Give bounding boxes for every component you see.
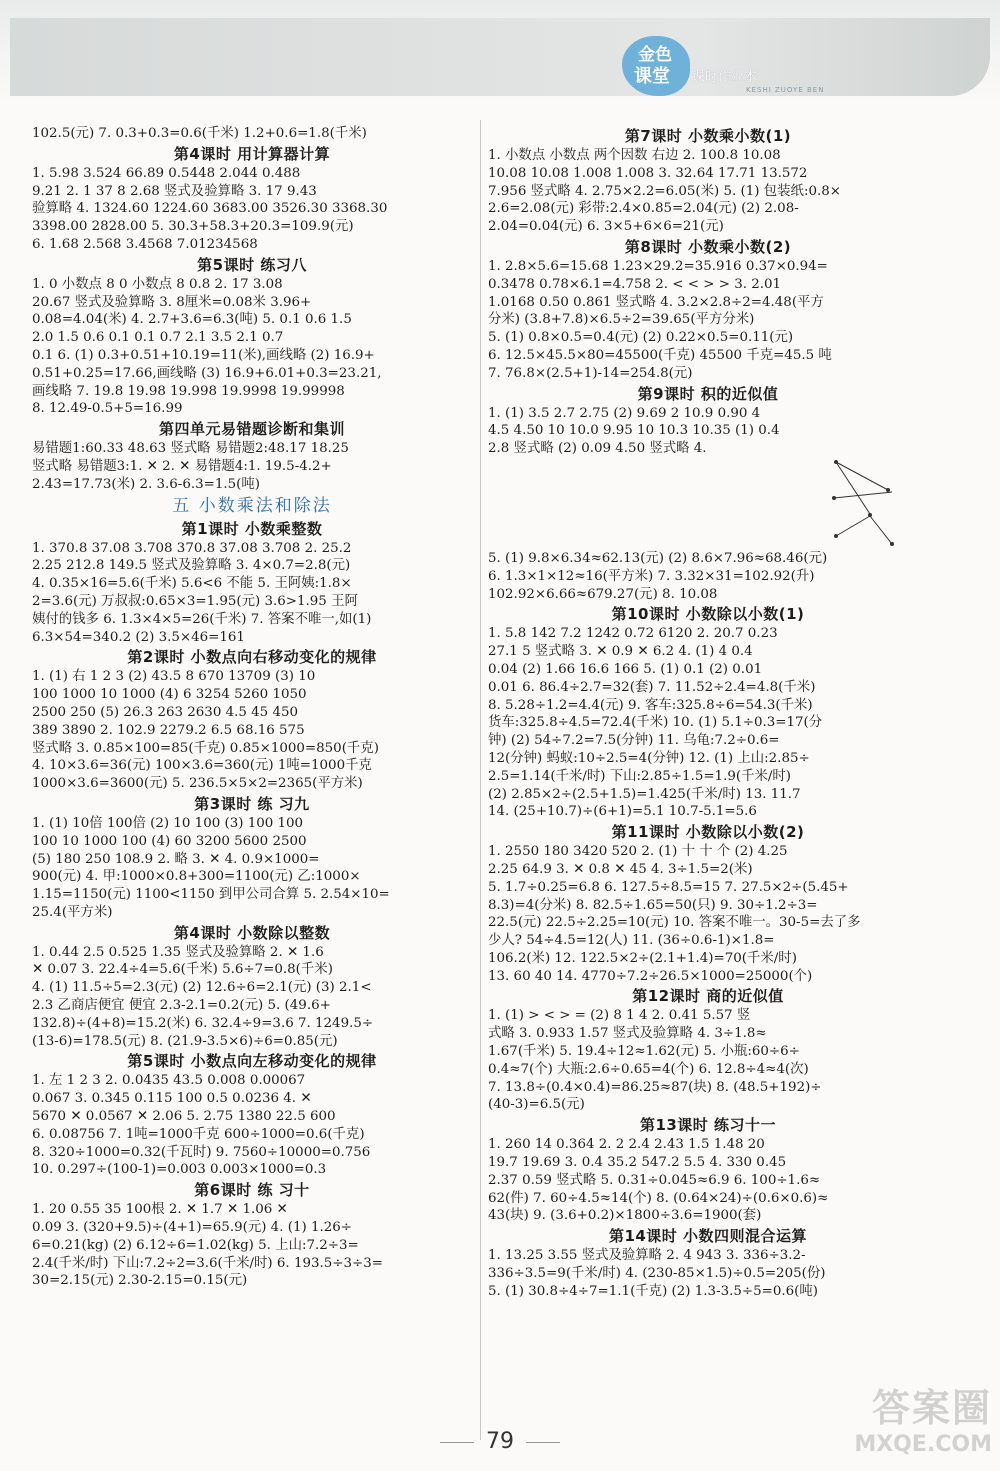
answer-line: 2.6=2.08(元) 彩带:2.4×0.85=2.04(元) (2) 2.08- <box>488 201 799 217</box>
answer-line: 10. 0.297÷(100-1)=0.003 0.003×1000=0.3 <box>32 1162 327 1178</box>
answer-line: 25.4(平方米) <box>32 904 113 920</box>
answer-line: 1. 0 小数点 8 0 小数点 8 0.8 2. 17 3.08 <box>32 276 283 292</box>
answer-line: 100 10 1000 100 (4) 60 3200 5600 2500 <box>32 833 307 849</box>
right-answer-column <box>488 125 928 1301</box>
answer-line: 3398.00 2828.00 5. 30.3+58.3+20.3=109.9(元) <box>32 219 354 235</box>
lesson-heading: 第四单元易错题诊断和集训 <box>158 420 345 439</box>
answer-line: 5. (1) 30.8÷4÷7=1.1(千克) (2) 1.3-3.5÷5=0.6(吨) <box>488 1283 818 1299</box>
answer-line: 1. 20 0.55 35 100根 2. ✕ 1.7 ✕ 1.06 ✕ <box>32 1202 288 1218</box>
answer-line: 62(件) 7. 60÷4.5≈14(个) 8. (0.64×24)÷(0.6×0.6)≈ <box>488 1190 829 1206</box>
answer-line: 5670 ✕ 0.0567 ✕ 2.06 5. 2.75 1380 22.5 600 <box>32 1109 336 1125</box>
answer-line: 43(块) 9. (3.6+0.2)×1800÷3.6=1900(套) <box>488 1208 762 1224</box>
answer-line: 7.956 竖式略 4. 2.75×2.2=6.05(米) 5. (1) 包装纸:0.8× <box>488 183 841 199</box>
answer-line: 6. 1.3×1×12≈16(平方米) 7. 3.32×31=102.92(升) <box>488 568 815 584</box>
watermark-title: 答案圈 <box>871 1386 992 1430</box>
watermark <box>792 1377 992 1467</box>
answer-line: 1. (1) 右 1 2 3 (2) 43.5 8 670 13709 (3) 10 <box>32 669 316 685</box>
watermark-url: MXQE.COM <box>854 1432 992 1457</box>
answer-line: 2.8 竖式略 (2) 0.09 4.50 竖式略 4. <box>488 441 707 457</box>
answer-line: 货车:325.8÷4.5=72.4(千米) 10. (1) 5.1÷0.3=17(分 <box>488 715 823 731</box>
answer-line: 6. 12.5×45.5×80=45500(千克) 45500 千克=45.5 吨 <box>488 347 832 363</box>
answer-line: 1. 370.8 37.08 3.708 370.8 37.08 3.708 2. 25.2 <box>32 540 352 556</box>
lesson-heading: 第8课时 小数乘小数(2) <box>624 237 792 256</box>
answer-line: 2.0 1.5 0.6 0.1 0.1 0.7 2.1 3.5 2.1 0.7 <box>32 330 284 346</box>
answer-line: (2) 2.85×2÷(2.5+1.5)=1.425(千米/时) 13. 11.7 <box>488 786 801 802</box>
answer-line: 4. (1) 11.5÷5=2.3(元) (2) 12.6÷6=2.1(元) (3) 2.1< <box>32 980 372 996</box>
answer-line: 132.8)÷(4+8)=15.2(米) 6. 32.4÷9=3.6 7. 1249.5÷ <box>32 1015 374 1031</box>
page-number-value: 79 <box>486 1429 514 1454</box>
answer-line: 102.5(元) 7. 0.3+0.3=0.6(千米) 1.2+0.6=1.8(千米) <box>32 126 367 141</box>
lesson-heading: 第14课时 小数四则混合运算 <box>608 1227 808 1246</box>
lesson-heading: 第6课时 练 习十 <box>194 1181 310 1200</box>
answer-line: 1. 2.8×5.6=15.68 1.23×29.2=35.916 0.37×0.94= <box>488 258 828 274</box>
answer-line: 8. 12.49-0.5+5=16.99 <box>32 401 183 417</box>
answer-line: 0.1 6. (1) 0.3+0.51+10.19=11(米),画线略 (2) 16.9+ <box>32 347 375 363</box>
answer-line: 1. 0.44 2.5 0.525 1.35 竖式及验算略 2. ✕ 1.6 <box>32 944 324 960</box>
answer-line: 1. 左 1 2 3 2. 0.0435 43.5 0.008 0.00067 <box>32 1073 306 1089</box>
lesson-heading: 第13课时 练习十一 <box>639 1116 777 1135</box>
lesson-heading: 第11课时 小数除以小数(2) <box>611 823 805 842</box>
answer-line: 20.67 竖式及验算略 3. 8厘米=0.08米 3.96+ <box>32 294 312 310</box>
answer-line: 0.3478 0.78×6.1=4.758 2. < < > > 3. 2.01 <box>488 276 782 292</box>
lesson-heading: 第1课时 小数乘整数 <box>181 519 323 538</box>
lesson-heading: 第5课时 练习八 <box>197 255 307 274</box>
answer-line: 1.67(千米) 5. 19.4÷12≈1.62(元) 5. 小瓶:60÷6÷ <box>488 1044 800 1060</box>
answer-line: 4.5 4.50 10 10.0 9.95 10 10.3 10.35 (1) 0.4 <box>488 423 780 439</box>
answer-line: 102.92×6.66≈679.27(元) 8. 10.08 <box>488 586 718 602</box>
answer-line: 5. (1) 9.8×6.34≈62.13(元) (2) 8.6×7.96≈68.46(元) <box>488 550 828 566</box>
answer-line: 2.04=0.04(元) 6. 3×5+6×6=21(元) <box>488 219 724 235</box>
answer-line: 8. 5.28÷1.2=4.4(元) 9. 客车:325.8÷6=54.3(千米) <box>488 697 813 713</box>
answer-line: 0.4≈7(个) 大瓶:2.6÷0.65=4(个) 6. 12.8÷4≈4(次) <box>488 1061 809 1077</box>
answer-line: 1. 小数点 小数点 两个因数 右边 2. 100.8 10.08 <box>488 148 781 163</box>
lesson-heading: 第12课时 商的近似值 <box>632 987 784 1006</box>
answer-line: ✕ 0.07 3. 22.4÷4=5.6(千米) 5.6÷7=0.8(千米) <box>32 962 333 978</box>
page-number-dash-right <box>526 1442 560 1443</box>
answer-line: 1. (1) > < > = (2) 8 1 4 2. 0.41 5.57 竖 <box>488 1008 751 1024</box>
answer-line: 900(元) 4. 甲:1000×0.8+300=1100(元) 乙:1000× <box>32 869 361 885</box>
answer-line: 0.067 3. 0.345 0.115 100 0.5 0.0236 4. ✕ <box>32 1091 312 1107</box>
answer-line: 10.08 10.08 1.008 1.008 3. 32.64 17.71 13.572 <box>488 165 808 181</box>
answer-line: 13. 60 40 14. 4770÷7.2÷26.5×1000=25000(个) <box>488 968 813 984</box>
answer-line: 7. 76.8×(2.5+1)-14=254.8(元) <box>488 365 693 381</box>
answer-line: 2=3.6(元) 万叔叔:0.65×3=1.95(元) 3.6>1.95 王阿 <box>32 593 358 609</box>
brand-subtitle: 课时作业本 <box>692 70 758 85</box>
answer-line: 0.09 3. (320+9.5)÷(4+1)=65.9(元) 4. (1) 1.26÷ <box>32 1220 352 1236</box>
lesson-heading: 第5课时 小数点向左移动变化的规律 <box>127 1052 377 1071</box>
brand-pinyin: KESHI ZUOYE BEN <box>746 86 825 94</box>
answer-line: 14. (25+10.7)÷(6+1)=5.1 10.7-5.1=5.6 <box>488 804 757 820</box>
answer-line: 4. 10×3.6=36(元) 100×3.6=360(元) 1吨=1000千克 <box>32 758 372 774</box>
answer-line: 4. 0.35×16=5.6(千米) 5.6<6 不能 5. 王阿姨:1.8× <box>32 576 352 592</box>
answer-line: 0.04 (2) 1.66 16.6 166 5. (1) 0.1 (2) 0.01 <box>488 661 763 677</box>
answer-line: 0.08=4.04(米) 4. 2.7+3.6=6.3(吨) 5. 0.1 0.6 1.5 <box>32 312 352 328</box>
brand-ketang-text: 课堂 <box>634 66 670 87</box>
lesson-heading: 第2课时 小数点向右移动变化的规律 <box>127 648 377 667</box>
answer-line: 竖式略 3. 0.85×100=85(千克) 0.85×1000=850(千克) <box>32 740 379 756</box>
answer-line: 1. 5.98 3.524 66.89 0.5448 2.044 0.488 <box>32 165 301 181</box>
brand-gold-text: 金色 <box>638 45 672 65</box>
answer-line: 106.2(米) 12. 122.5×2÷(2.1+1.4)=70(千米/时) <box>488 950 797 966</box>
answer-line: 7. 13.8÷(0.4×0.4)=86.25≈87(块) 8. (48.5+192)÷ <box>488 1079 822 1095</box>
answer-line: 姨付的钱多 6. 1.3×4×5=26(千米) 7. 答案不唯一,如(1) <box>32 611 372 627</box>
answer-line: 1. 5.8 142 7.2 1242 0.72 6120 2. 20.7 0.23 <box>488 626 778 642</box>
answer-line: 6=0.21(kg) (2) 6.12÷6=1.02(kg) 5. 上山:7.2÷3= <box>32 1237 359 1253</box>
answer-line: 1.0168 0.50 0.861 竖式略 4. 3.2×2.8÷2=4.48(平方 <box>488 294 824 310</box>
left-answer-column <box>32 125 472 1290</box>
answer-line: (13-6)=178.5(元) 8. (21.9-3.5×6)÷6=0.85(元) <box>32 1033 338 1049</box>
answer-line: 1.15=1150(元) 1100<1150 到甲公司合算 5. 2.54×10= <box>32 887 390 903</box>
answer-line: 30=2.15(元) 2.30-2.15=0.15(元) <box>32 1273 248 1289</box>
answer-line: 1. (1) 3.5 2.7 2.75 (2) 9.69 2 10.9 0.90 4 <box>488 405 761 421</box>
answer-line: 2.4(千米/时) 下山:7.2÷2=3.6(千米/时) 6. 193.5÷3÷3= <box>32 1255 383 1271</box>
answer-line: 19.7 19.69 3. 0.4 35.2 547.2 5.5 4. 330 0.45 <box>488 1155 787 1171</box>
answer-line: 竖式略 易错题3:1. ✕ 2. ✕ 易错题4:1. 19.5-4.2+ <box>32 458 332 474</box>
answer-line: 8.3)=4(分米) 8. 82.5÷1.65=50(只) 9. 30÷1.2÷3= <box>488 897 818 913</box>
answer-line: 5. (1) 0.8×0.5=0.4(元) (2) 0.22×0.5=0.11(元) <box>488 330 794 346</box>
unit-title: 五 小数乘法和除法 <box>172 495 332 516</box>
answer-line: 2.3 乙商店便宜 便宜 2.3-2.1=0.2(元) 5. (49.6+ <box>32 998 331 1014</box>
answer-line: 验算略 4. 1324.60 1224.60 3683.00 3526.30 3368.30 <box>32 201 388 217</box>
column-divider <box>480 120 481 1440</box>
answer-line: 2.25 64.9 3. ✕ 0.8 ✕ 45 4. 3÷1.5=2(米) <box>488 861 753 877</box>
answer-line: (5) 180 250 108.9 2. 略 3. ✕ 4. 0.9×1000= <box>32 851 320 867</box>
answer-line: 1. 260 14 0.364 2. 2 2.4 2.43 1.5 1.48 20 <box>488 1137 765 1153</box>
answer-line: 9.21 2. 1 37 8 2.68 竖式及验算略 3. 17 9.43 <box>32 183 317 199</box>
answer-line: 6. 1.68 2.568 3.4568 7.01234568 <box>32 236 258 252</box>
answer-line: 2.25 212.8 149.5 竖式及验算略 3. 4×0.7=2.8(元) <box>32 558 351 574</box>
answer-line: 0.01 6. 86.4÷2.7=32(套) 7. 11.52÷2.4=4.8(千米) <box>488 679 816 695</box>
answer-line: 钟) (2) 54÷7.2=7.5(分钟) 11. 乌龟:7.2÷0.6= <box>488 733 780 749</box>
matching-lines-sketch <box>830 458 900 550</box>
brand-logo <box>622 36 922 106</box>
answer-line: 5. 1.7÷0.25=6.8 6. 127.5÷8.5=15 7. 27.5×2÷(5.45+ <box>488 879 849 895</box>
answer-line: 100 1000 10 1000 (4) 6 3254 5260 1050 <box>32 687 307 703</box>
answer-line: 22.5(元) 22.5÷2.25=10(元) 10. 答案不唯一。30-5=去了多 <box>488 915 861 931</box>
answer-line: 易错题1:60.33 48.63 竖式略 易错题2:48.17 18.25 <box>32 441 349 457</box>
answer-line: 1. (1) 10倍 100倍 (2) 10 100 (3) 100 100 <box>32 815 304 831</box>
answer-line: 6.3×54=340.2 (2) 3.5×46=161 <box>32 629 245 645</box>
answer-line: 式略 3. 0.933 1.57 竖式及验算略 4. 3÷1.8≈ <box>488 1026 767 1042</box>
answer-line: (40-3)=6.5(元) <box>488 1097 585 1113</box>
answer-line: 2.5=1.14(千米/时) 下山:2.85÷1.5=1.9(千米/时) <box>488 768 791 784</box>
lesson-heading: 第10课时 小数除以小数(1) <box>611 605 805 624</box>
answer-line: 1000×3.6=3600(元) 5. 236.5×5×2=2365(平方米) <box>32 776 363 792</box>
answer-line: 1. 13.25 3.55 竖式及验算略 2. 4 943 3. 336÷3.2- <box>488 1248 806 1264</box>
lesson-heading: 第4课时 用计算器计算 <box>173 144 331 163</box>
answer-line: 2.43=17.73(米) 2. 3.6-6.3=1.5(吨) <box>32 476 260 492</box>
answer-line: 分米) (3.8+7.8)×6.5÷2=39.65(平方分米) <box>488 312 755 328</box>
answer-line: 6. 0.08756 7. 1吨=1000千克 600÷1000=0.6(千克) <box>32 1126 365 1142</box>
answer-line: 2500 250 (5) 26.3 263 2630 4.5 45 450 <box>32 704 299 720</box>
answer-line: 少人? 54÷4.5=12(人) 11. (36÷0.6-1)×1.8= <box>488 933 775 949</box>
page-number-dash-left <box>440 1442 474 1443</box>
answer-line: 389 3890 2. 102.9 2279.2 6.5 68.16 575 <box>32 722 305 738</box>
answer-line: 12(分钟) 蚂蚁:10÷2.5=4(分钟) 12. (1) 上山:2.85÷ <box>488 750 810 766</box>
answer-line: 0.51+0.25=17.66,画线略 (3) 16.9+6.01+0.3=23.21, <box>32 365 382 381</box>
answer-line: 2.37 0.59 竖式略 5. 0.31÷0.045≈6.9 6. 100÷1.6≈ <box>488 1172 821 1188</box>
answer-line: 8. 320÷1000=0.32(千瓦时) 9. 7560÷10000=0.756 <box>32 1144 371 1160</box>
answer-line: 336÷3.5=9(千米/时) 4. (230-85×1.5)÷0.5=205(份) <box>488 1266 826 1282</box>
answer-line: 1. 2550 180 3420 520 2. (1) 十 十 个 (2) 4.25 <box>488 844 788 860</box>
answer-line: 画线略 7. 19.8 19.98 19.998 19.9998 19.99998 <box>32 383 345 399</box>
lesson-heading: 第9课时 积的近似值 <box>637 384 779 403</box>
answer-line: 27.1 5 竖式略 3. ✕ 0.9 ✕ 6.2 4. (1) 4 0.4 <box>488 644 753 660</box>
lesson-heading: 第7课时 小数乘小数(1) <box>624 127 792 145</box>
lesson-heading: 第4课时 小数除以整数 <box>173 923 331 942</box>
lesson-heading: 第3课时 练 习九 <box>194 794 310 813</box>
